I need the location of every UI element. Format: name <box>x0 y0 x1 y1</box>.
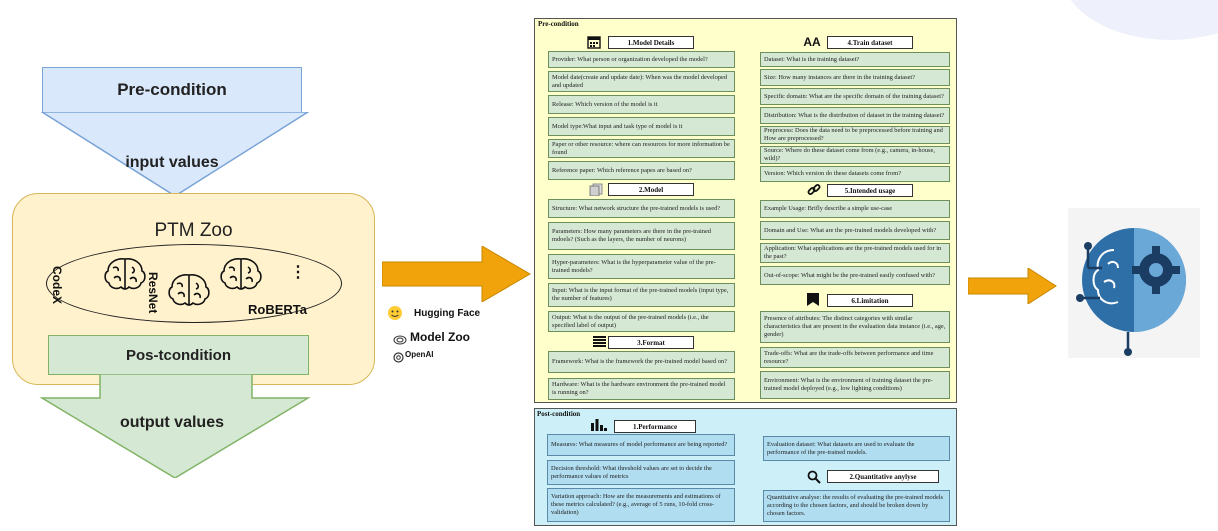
limitation-item: Trade-offs: What are the trade-offs between performance and time resource? <box>760 347 950 368</box>
model-zoo-label: Model Zoo <box>410 330 470 344</box>
bar-chart-icon <box>590 418 608 432</box>
brain-icon <box>102 256 148 292</box>
train-dataset-item: Size: How many instances are there in the training dataset? <box>760 69 950 86</box>
model-item: Parameters: How many parameters are there in the pre-trained mdoels? (Such as the layers, the number of neurons) <box>548 222 735 250</box>
format-item: Hardware: What is the hardware environment the pre-trained model is running on? <box>548 378 735 400</box>
model-details-header: 1.Model Details <box>608 36 694 49</box>
quantitative-item: Quantitative analyse: the results of evaluating the pre-trained models according to the chosen factors, and should be broken down by chosen factors. <box>763 490 950 522</box>
intended-usage-item: Application: What applications are the pre-trained models used for in the past? <box>760 243 950 263</box>
limitation-header: 6.Limitation <box>827 294 913 307</box>
stack-icon <box>588 182 604 196</box>
performance-item: Measures: What measures of model performance are being reported? <box>547 434 735 456</box>
bookmark-icon <box>806 292 820 306</box>
train-dataset-item: Version: Which version do these datasets come from? <box>760 166 950 182</box>
lines-icon <box>592 334 606 348</box>
brain-icon <box>166 272 212 308</box>
model-label-resnet: ResNet <box>146 272 160 314</box>
limitation-item: Presence of attributes: The distinct categories with similar characteristics that are present in the evaluation data instance (i.e., age, gender) <box>760 311 950 343</box>
model-details-item: Provider: What person or organization developed the model? <box>548 51 735 68</box>
model-item: Input: What is the input format of the pre-trained models (input type, the number of features) <box>548 283 735 307</box>
postcondition-panel-title: Post-condition <box>537 410 581 418</box>
hugging-face-logo <box>386 305 404 321</box>
model-label-codex: CodeX <box>50 266 64 305</box>
openai-label: OpenAI <box>405 350 434 359</box>
train-dataset-header: 4.Train dataset <box>827 36 913 49</box>
model-zoo-icon <box>393 332 407 342</box>
calendar-icon <box>586 34 602 50</box>
postcondition-box: Pos-tcondition <box>48 335 309 375</box>
model-item: Structure: What network structure the pre-trained models is used? <box>548 199 735 218</box>
flow-arrow-to-panels <box>382 246 532 302</box>
model-details-item: Model date(create and update date): When was the model developed and updated <box>548 71 735 92</box>
train-dataset-item: Specific domain: What are the specific domain of the training dataset? <box>760 88 950 105</box>
evaluation-item: Evaluation dataset: What datasets are used to evaluate the performance of the pre-trained models. <box>763 436 950 461</box>
performance-header: 1.Performance <box>614 420 696 433</box>
format-item: Framework: What is the framework the pre-trained model based on? <box>548 351 735 373</box>
intended-usage-item: Domain and Use: What are the pre-trained models developed with? <box>760 221 950 240</box>
performance-item: Decision threshold: What threshold values are set to decide the performance values of metrics <box>547 460 735 485</box>
precondition-panel-title: Pre-condition <box>538 20 579 28</box>
format-header: 3.Format <box>608 336 694 349</box>
model-details-item: Paper or other resource: where can resources for more information be found <box>548 139 735 158</box>
intended-usage-item: Example Usage: Brifly describe a simple use-case <box>760 200 950 218</box>
hugging-face-label: Hugging Face <box>414 308 481 319</box>
train-dataset-item: Source: Where do these dataset come from (e.g., camera, in-house, wild)? <box>760 146 950 164</box>
ai-gear-brain-icon <box>1068 208 1200 358</box>
quantitative-header: 2.Quantitative anylyse <box>827 470 939 483</box>
ptm-zoo-title: PTM Zoo <box>154 220 233 241</box>
intended-usage-item: Out-of-scope: What might be the pre-trained easily confused with? <box>760 266 950 285</box>
train-dataset-item: Distribution: What is the distribution of dataset in the training dataset? <box>760 107 950 124</box>
model-details-item: Reference paper: Which reference papes are based on? <box>548 161 735 180</box>
intended-usage-header: 5.Intended usage <box>827 184 913 197</box>
corner-decoration <box>1040 0 1218 40</box>
input-values-label: input values <box>125 154 219 171</box>
precondition-box: Pre-condition <box>42 67 302 113</box>
model-item: Output: What is the output of the pre-trained models (i.e., the specified label of output) <box>548 311 735 332</box>
performance-item: Variation approach: How are the measurements and estimations of these metrics calculated? (e.g., average of 5 runs, 10-fold cross-validation) <box>547 488 735 522</box>
link-icon <box>806 183 822 197</box>
model-label-roberta: RoBERTa <box>248 302 307 317</box>
model-header: 2.Model <box>608 183 694 196</box>
search-icon <box>806 469 822 485</box>
openai-icon <box>393 350 404 361</box>
model-item: Hyper-parameters: What is the hyperparameter value of the pre-trained models? <box>548 254 735 279</box>
model-details-item: Model type:What input and task type of model is it <box>548 117 735 136</box>
model-details-item: Release: Which version of the model is it <box>548 95 735 114</box>
output-values-label: output values <box>119 414 224 431</box>
train-dataset-item: Preprocess: Does the data need to be preprocessed before training and How are preprocessed? <box>760 126 950 144</box>
limitation-item: Environment: What is the environment of training dataset the pre-trained model deployed (e.g., low lighting conditions) <box>760 371 950 399</box>
more-models-ellipsis: ⋮ <box>290 264 306 281</box>
flow-arrow-to-output <box>968 268 1058 304</box>
train-dataset-item: Dataset: What is the training dataset? <box>760 52 950 67</box>
font-size-icon: AA <box>803 35 821 49</box>
brain-icon <box>218 256 264 292</box>
